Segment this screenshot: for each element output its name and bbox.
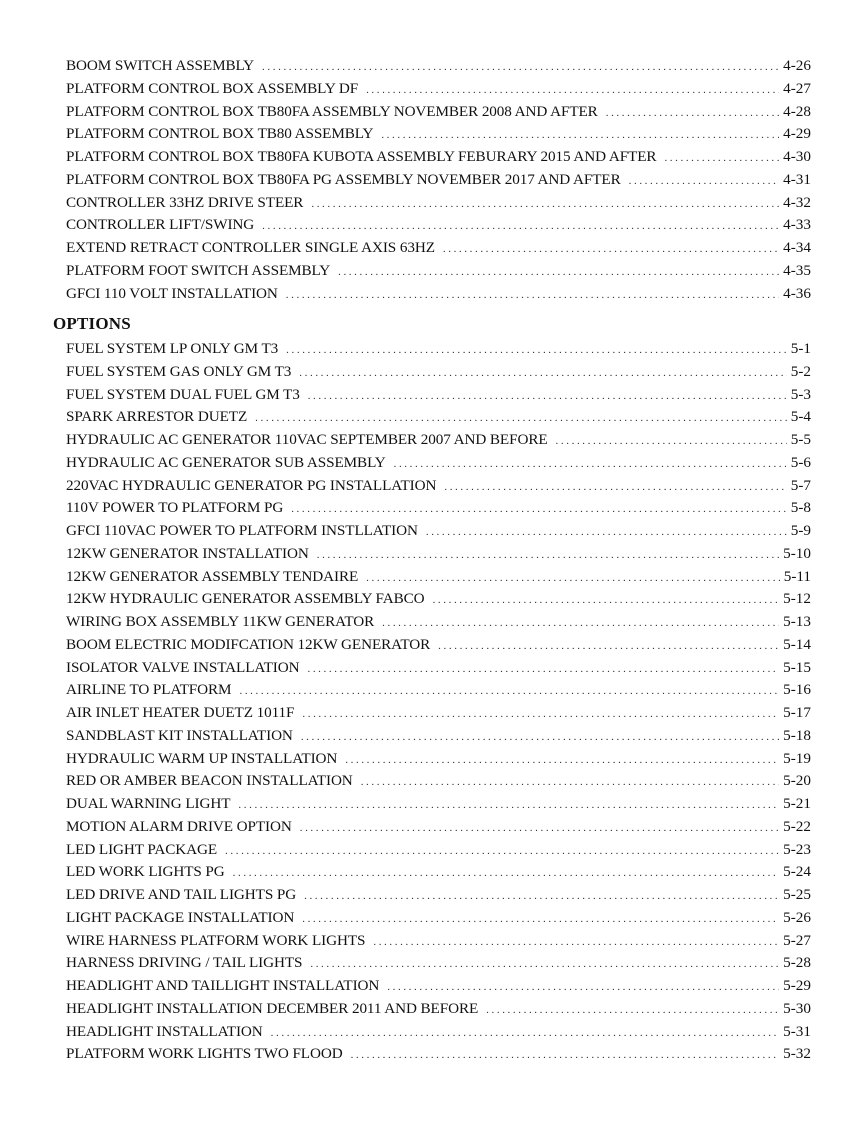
toc-entry[interactable] — [66, 260, 811, 283]
toc-entry[interactable] — [66, 611, 811, 634]
toc-entry[interactable] — [66, 1043, 811, 1066]
toc-entry-page: 4-27 — [783, 79, 811, 97]
toc-dot-leader — [606, 102, 779, 124]
toc-dot-leader — [291, 498, 787, 520]
toc-entry-title: FUEL SYSTEM LP ONLY GM T3 — [66, 340, 279, 357]
toc-entry-page: 5-24 — [783, 863, 811, 881]
toc-entry[interactable] — [66, 123, 811, 146]
toc-entry-title: GFCI 110 VOLT INSTALLATION — [66, 284, 278, 302]
toc-entry-page: 5-25 — [783, 886, 811, 903]
toc-entry-page: 5-4 — [790, 408, 811, 426]
toc-entry-page: 4-26 — [783, 57, 811, 74]
toc-entry-page: 5-20 — [783, 772, 811, 790]
toc-dot-leader — [302, 908, 779, 930]
toc-entry-title: 12KW GENERATOR ASSEMBLY TENDAIRE — [66, 567, 359, 585]
toc-entry[interactable] — [66, 214, 811, 237]
toc-entry-title: PLATFORM CONTROL BOX TB80FA PG ASSEMBLY NOVEMBER 2017 AND AFTER — [66, 170, 621, 188]
toc-entry-title: FUEL SYSTEM DUAL FUEL GM T3 — [66, 385, 300, 403]
toc-entry-title: 220VAC HYDRAULIC GENERATOR PG INSTALLATION — [66, 476, 437, 494]
toc-dot-leader — [286, 339, 787, 361]
toc-entry[interactable] — [66, 384, 811, 407]
toc-entry-title: PLATFORM CONTROL BOX TB80 ASSEMBLY — [66, 125, 374, 143]
toc-entry-title: PLATFORM CONTROL BOX TB80FA ASSEMBLY NOVEMBER 2008 AND AFTER — [66, 102, 598, 120]
toc-entry-title: BOOM SWITCH ASSEMBLY — [66, 57, 255, 74]
toc-entry-page: 5-17 — [783, 704, 811, 721]
toc-top-list — [66, 55, 811, 305]
toc-dot-leader — [338, 261, 779, 283]
toc-entry-title: EXTEND RETRACT CONTROLLER SINGLE AXIS 63HZ — [66, 239, 435, 256]
toc-dot-leader — [307, 658, 779, 680]
toc-entry-page: 5-9 — [790, 522, 811, 539]
toc-entry[interactable] — [66, 452, 811, 475]
toc-entry-page: 5-31 — [783, 1022, 811, 1040]
toc-entry-page: 4-30 — [783, 148, 811, 165]
toc-entry-page: 5-3 — [790, 385, 811, 403]
toc-entry-page: 5-11 — [783, 567, 811, 585]
toc-dot-leader — [366, 567, 780, 589]
toc-entry[interactable] — [66, 237, 811, 260]
toc-dot-leader — [433, 589, 780, 611]
toc-dot-leader — [381, 124, 779, 146]
toc-entry-title: GFCI 110VAC POWER TO PLATFORM INSTLLATION — [66, 522, 418, 539]
toc-entry-title: 110V POWER TO PLATFORM PG — [66, 499, 284, 517]
toc-entry-page: 4-29 — [783, 125, 811, 143]
toc-entry-page: 5-7 — [790, 476, 811, 494]
toc-entry-page: 5-27 — [783, 931, 811, 949]
toc-entry-title: HARNESS DRIVING / TAIL LIGHTS — [66, 954, 303, 972]
toc-entry-page: 5-18 — [783, 726, 811, 744]
toc-entry[interactable] — [66, 497, 811, 520]
toc-entry-title: LED WORK LIGHTS PG — [66, 863, 225, 881]
toc-dot-leader — [238, 794, 779, 816]
toc-entry[interactable] — [66, 816, 811, 839]
toc-dot-leader — [262, 56, 779, 78]
toc-entry-title: HYDRAULIC WARM UP INSTALLATION — [66, 749, 338, 767]
toc-entry[interactable] — [66, 725, 811, 748]
toc-entry-title: ISOLATOR VALVE INSTALLATION — [66, 658, 300, 676]
toc-entry-page: 4-34 — [783, 239, 811, 256]
toc-dot-leader — [556, 430, 787, 452]
toc-dot-leader — [304, 885, 779, 907]
toc-entry-title: SANDBLAST KIT INSTALLATION — [66, 726, 293, 744]
toc-dot-leader — [233, 862, 780, 884]
toc-entry[interactable] — [66, 101, 811, 124]
toc-entry-page: 5-28 — [783, 954, 811, 972]
toc-entry-title: WIRING BOX ASSEMBLY 11KW GENERATOR — [66, 613, 375, 630]
toc-dot-leader — [239, 680, 779, 702]
toc-entry-page: 5-32 — [783, 1045, 811, 1063]
toc-dot-leader — [629, 170, 780, 192]
toc-entry-page: 5-29 — [783, 977, 811, 994]
toc-entry-page: 5-12 — [783, 590, 811, 608]
toc-dot-leader — [255, 407, 787, 429]
toc-dot-leader — [486, 999, 779, 1021]
toc-entry-title: CONTROLLER LIFT/SWING — [66, 216, 255, 234]
toc-entry[interactable] — [66, 283, 811, 306]
toc-dot-leader — [382, 612, 779, 634]
toc-entry-page: 5-15 — [783, 658, 811, 676]
toc-entry-page: 4-36 — [783, 284, 811, 302]
toc-entry-title: FUEL SYSTEM GAS ONLY GM T3 — [66, 362, 292, 380]
toc-entry-title: LED LIGHT PACKAGE — [66, 840, 218, 858]
toc-entry[interactable] — [66, 839, 811, 862]
toc-entry[interactable] — [66, 907, 811, 930]
toc-entry-title: MOTION ALARM DRIVE OPTION — [66, 817, 292, 835]
toc-dot-leader — [387, 976, 779, 998]
toc-entry[interactable] — [66, 520, 811, 543]
toc-dot-leader — [373, 931, 779, 953]
toc-entry-title: HEADLIGHT AND TAILLIGHT INSTALLATION — [66, 977, 380, 994]
toc-dot-leader — [394, 453, 787, 475]
toc-entry[interactable] — [66, 770, 811, 793]
toc-entry-page: 5-23 — [783, 840, 811, 858]
toc-entry-title: LED DRIVE AND TAIL LIGHTS PG — [66, 886, 297, 903]
toc-dot-leader — [317, 544, 779, 566]
toc-entry[interactable] — [66, 361, 811, 384]
options-section-heading: OPTIONS — [53, 314, 131, 333]
toc-entry[interactable] — [66, 952, 811, 975]
toc-entry[interactable] — [66, 406, 811, 429]
toc-dot-leader — [262, 215, 779, 237]
toc-dot-leader — [361, 771, 779, 793]
toc-entry-title: HYDRAULIC AC GENERATOR 110VAC SEPTEMBER 2007 AND BEFORE — [66, 431, 548, 448]
toc-dot-leader — [311, 193, 779, 215]
toc-entry[interactable] — [66, 78, 811, 101]
toc-entry[interactable] — [66, 702, 811, 725]
toc-entry-page: 5-16 — [783, 681, 811, 699]
toc-dot-leader — [302, 703, 779, 725]
toc-entry[interactable] — [66, 338, 811, 361]
toc-entry[interactable] — [66, 657, 811, 680]
toc-entry-title: LIGHT PACKAGE INSTALLATION — [66, 908, 295, 926]
toc-entry[interactable] — [66, 429, 811, 452]
toc-dot-leader — [366, 79, 779, 101]
toc-entry-title: 12KW GENERATOR INSTALLATION — [66, 544, 309, 562]
toc-entry-page: 5-14 — [783, 635, 811, 653]
toc-dot-leader — [664, 147, 779, 169]
toc-entry-title: RED OR AMBER BEACON INSTALLATION — [66, 772, 353, 790]
toc-entry[interactable] — [66, 975, 811, 998]
toc-entry-title: HYDRAULIC AC GENERATOR SUB ASSEMBLY — [66, 453, 386, 471]
toc-entry[interactable] — [66, 861, 811, 884]
toc-entry[interactable] — [66, 930, 811, 953]
toc-entry-page: 4-28 — [783, 102, 811, 120]
toc-entry-page: 5-1 — [790, 340, 811, 357]
toc-dot-leader — [426, 521, 787, 543]
toc-entry-page: 4-31 — [783, 170, 811, 188]
toc-entry-title: PLATFORM CONTROL BOX ASSEMBLY DF — [66, 79, 359, 97]
toc-dot-leader — [225, 840, 779, 862]
toc-entry[interactable] — [66, 884, 811, 907]
toc-entry-page: 5-19 — [783, 749, 811, 767]
toc-entry[interactable] — [66, 146, 811, 169]
toc-entry-title: PLATFORM WORK LIGHTS TWO FLOOD — [66, 1045, 343, 1063]
toc-dot-leader — [299, 362, 786, 384]
toc-dot-leader — [308, 385, 787, 407]
toc-entry[interactable] — [66, 793, 811, 816]
toc-entry-page: 5-13 — [783, 613, 811, 630]
toc-entry[interactable] — [66, 169, 811, 192]
toc-entry-page: 5-22 — [783, 817, 811, 835]
toc-entry-page: 4-35 — [783, 261, 811, 279]
toc-entry-title: CONTROLLER 33HZ DRIVE STEER — [66, 193, 304, 211]
toc-entry[interactable] — [66, 998, 811, 1021]
toc-dot-leader — [301, 726, 779, 748]
toc-entry-page: 5-2 — [790, 362, 811, 380]
toc-dot-leader — [444, 476, 786, 498]
toc-entry[interactable] — [66, 748, 811, 771]
toc-entry[interactable] — [66, 1021, 811, 1044]
toc-entry-page: 5-8 — [790, 499, 811, 517]
toc-entry-title: PLATFORM CONTROL BOX TB80FA KUBOTA ASSEMBLY FEBURARY 2015 AND AFTER — [66, 148, 657, 165]
toc-entry-title: AIR INLET HEATER DUETZ 1011F — [66, 704, 295, 721]
toc-entry-title: PLATFORM FOOT SWITCH ASSEMBLY — [66, 261, 331, 279]
toc-dot-leader — [345, 749, 779, 771]
toc-entry[interactable] — [66, 588, 811, 611]
toc-entry[interactable] — [66, 679, 811, 702]
toc-entry[interactable] — [66, 566, 811, 589]
toc-entry[interactable] — [66, 634, 811, 657]
toc-entry-page: 5-26 — [783, 908, 811, 926]
toc-entry-title: SPARK ARRESTOR DUETZ — [66, 408, 248, 426]
toc-dot-leader — [443, 238, 779, 260]
toc-entry[interactable] — [66, 475, 811, 498]
toc-dot-leader — [438, 635, 779, 657]
toc-entry-page: 5-10 — [783, 544, 811, 562]
toc-entry[interactable] — [66, 543, 811, 566]
toc-entry-title: AIRLINE TO PLATFORM — [66, 681, 232, 699]
toc-entry-title: WIRE HARNESS PLATFORM WORK LIGHTS — [66, 931, 366, 949]
toc-dot-leader — [286, 284, 779, 306]
toc-dot-leader — [351, 1044, 780, 1066]
toc-entry-title: DUAL WARNING LIGHT — [66, 795, 231, 812]
toc-entry-page: 5-21 — [783, 795, 811, 812]
toc-entry[interactable] — [66, 55, 811, 78]
toc-entry-page: 5-6 — [790, 453, 811, 471]
toc-entry-page: 5-5 — [790, 431, 811, 448]
toc-entry[interactable] — [66, 192, 811, 215]
toc-entry-page: 4-33 — [783, 216, 811, 234]
toc-entry-title: 12KW HYDRAULIC GENERATOR ASSEMBLY FABCO — [66, 590, 425, 608]
toc-options-list — [66, 338, 811, 1066]
toc-dot-leader — [300, 817, 779, 839]
toc-entry-title: HEADLIGHT INSTALLATION — [66, 1022, 263, 1040]
toc-entry-title: HEADLIGHT INSTALLATION DECEMBER 2011 AND BEFORE — [66, 999, 479, 1017]
toc-entry-title: BOOM ELECTRIC MODIFCATION 12KW GENERATOR — [66, 635, 431, 653]
toc-entry-page: 5-30 — [783, 999, 811, 1017]
toc-dot-leader — [310, 953, 779, 975]
toc-dot-leader — [271, 1022, 779, 1044]
toc-entry-page: 4-32 — [783, 193, 811, 211]
